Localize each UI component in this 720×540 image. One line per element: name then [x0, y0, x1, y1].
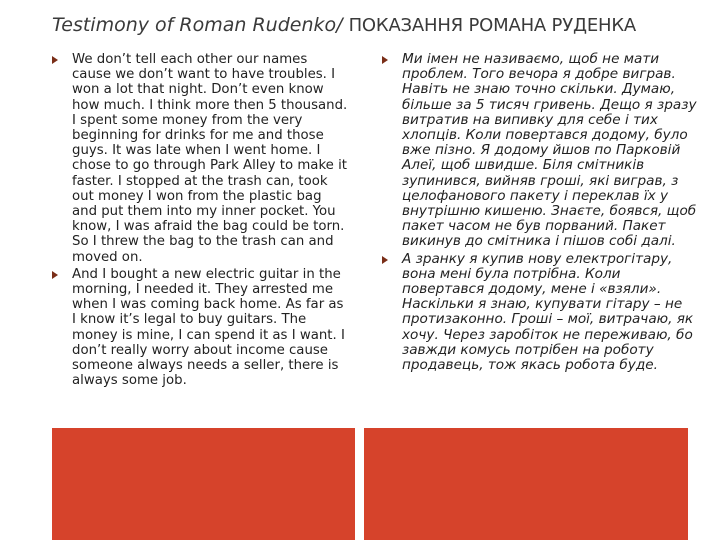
list-item: [382, 52, 700, 250]
bullet-arrow-icon: [52, 56, 58, 64]
list-item: [382, 252, 700, 374]
accent-band-left: [52, 428, 355, 540]
list-item: [52, 52, 350, 265]
paragraph-text: And I bought a new electric guitar in the morning, I needed it. They arrested me when I was coming back home. As far as I know it’s legal to buy guitars. The money is mine, I can spend it as I want. I don’t really worry about income cause someone always needs a seller, there is always some job.: [72, 266, 345, 389]
bullet-arrow-icon: [382, 56, 388, 64]
list-item: [52, 267, 350, 389]
bullet-arrow-icon: [52, 271, 58, 279]
paragraph-text: We don’t tell each other our names cause we don’t want to have troubles. I won a lot that night. Don’t even know how much. I think more then 5 thousand. I spent some money from the very beginning for drinks for me and those guys. It was late when I went home. I chose to go through Park Alley to make it faster. I stopped at the trash can, took out money I won from the plastic bag and put them into my inner pocket. You know, I was afraid the bag could be torn. So I threw the bag to the trash can and moved on.: [72, 52, 348, 265]
title-ukrainian: ПОКАЗАННЯ РОМАНА РУДЕНКА: [348, 15, 637, 36]
title-english: Testimony of Roman Rudenko/: [52, 14, 343, 36]
right-column-ukrainian: [382, 52, 700, 373]
slide-title: [52, 12, 712, 39]
left-column-english: [52, 52, 350, 388]
paragraph-text: А зранку я купив нову електрогітару, вона мені була потрібна. Коли повертався додому, мене і «взяли». Наскільки я знаю, купувати гітару – не протизаконно. Гроші – мої, витрачаю, як хочу. Через заробіток не переживаю, бо завжди комусь потрібен на роботу продавець, тож якась робота буде.: [402, 250, 694, 374]
accent-band-right: [364, 428, 688, 540]
bullet-arrow-icon: [382, 256, 388, 264]
paragraph-text: Ми імен не називаємо, щоб не мати проблем. Того вечора я добре виграв. Навіть не знаю точно скільки. Думаю, більше за 5 тисяч гривень. Дещо я зразу витратив на випивку для себе і тих хлопців. Коли повертався додому, було вже пізно. Я додому йшов по Парковій Алеї, щоб швидше. Біля смітників зупинився, вийняв гроші, які виграв, з целофанового пакету і переклав їх у внутрішню кишеню. Знаєте, боявся, щоб пакет часом не був порваний. Пакет викинув до смітника і пішов собі далі.: [402, 51, 697, 250]
